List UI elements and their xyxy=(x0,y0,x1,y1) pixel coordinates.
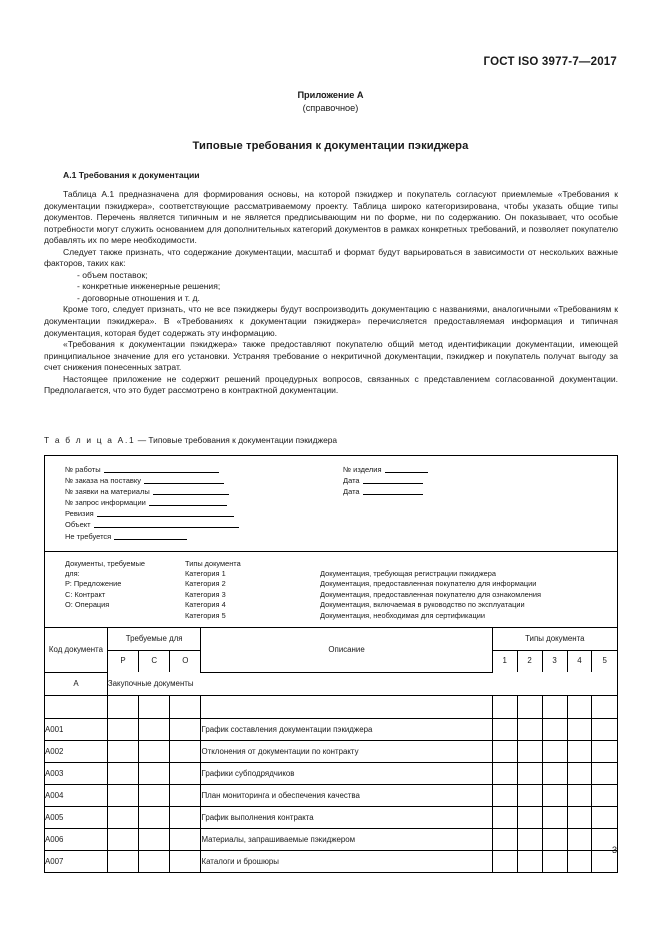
table-row xyxy=(45,695,617,718)
cell-type-3[interactable] xyxy=(542,762,567,784)
documents-grid xyxy=(45,628,617,872)
cell-code: А002 xyxy=(45,740,107,762)
cell-p[interactable] xyxy=(107,695,138,718)
cell-type-1[interactable] xyxy=(492,718,517,740)
cell-type-1[interactable] xyxy=(492,695,517,718)
cell-type-1[interactable] xyxy=(492,806,517,828)
cell-type-2[interactable] xyxy=(517,850,542,872)
column-subheader-p: Р xyxy=(107,650,138,672)
cell-p[interactable] xyxy=(107,828,138,850)
cell-type-2[interactable] xyxy=(517,762,542,784)
legend-item: Документация, требующая регистрации пэкиджера xyxy=(320,569,496,579)
cell-type-3[interactable] xyxy=(542,718,567,740)
form-field-row xyxy=(65,475,335,486)
cell-code: А007 xyxy=(45,850,107,872)
cell-c[interactable] xyxy=(139,828,170,850)
table-row xyxy=(45,850,617,872)
cell-type-5[interactable] xyxy=(592,762,617,784)
legend-item: Категория 4 xyxy=(185,600,226,610)
form-field-label: № изделия xyxy=(343,465,382,474)
table-caption-text: Типовые требования к документации пэкиджера xyxy=(148,435,338,445)
cell-type-5[interactable] xyxy=(592,806,617,828)
cell-type-5[interactable] xyxy=(592,718,617,740)
cell-p[interactable] xyxy=(107,762,138,784)
group-name: Закупочные документы xyxy=(107,672,617,695)
form-field-label: № запрос информации xyxy=(65,498,146,508)
form-field-row xyxy=(343,486,617,497)
paragraph: Настоящее приложение не содержит решений процедурных вопросов, связанных с представлением согласованной документации. Предполагается, что это будет рассмотрено в контрактной документации. xyxy=(44,373,618,396)
form-left-column xyxy=(45,464,335,542)
column-subheader-c: С xyxy=(139,650,170,672)
table-row xyxy=(45,718,617,740)
form-fields-block xyxy=(45,456,617,552)
cell-type-4[interactable] xyxy=(567,828,592,850)
cell-code: А004 xyxy=(45,784,107,806)
form-field-label: Не требуется xyxy=(65,531,112,541)
column-header-doc-types: Типы документа xyxy=(492,628,617,650)
fill-blank[interactable] xyxy=(144,475,224,484)
cell-type-5[interactable] xyxy=(592,695,617,718)
fill-blank[interactable] xyxy=(385,464,428,473)
legend-item: Категория 5 xyxy=(185,610,226,620)
legend-item: С: Контракт xyxy=(65,589,106,599)
legend-categories-column xyxy=(185,559,320,621)
cell-type-1[interactable] xyxy=(492,784,517,806)
cell-c[interactable] xyxy=(139,762,170,784)
cell-o[interactable] xyxy=(170,740,201,762)
column-header-required-for: Требуемые для xyxy=(107,628,201,650)
cell-p[interactable] xyxy=(107,850,138,872)
cell-c[interactable] xyxy=(139,806,170,828)
table-row xyxy=(45,828,617,850)
cell-type-3[interactable] xyxy=(542,695,567,718)
column-subheader-type-4: 4 xyxy=(567,650,592,672)
cell-code: А003 xyxy=(45,762,107,784)
legend-item: О: Операция xyxy=(65,600,110,610)
cell-c[interactable] xyxy=(139,784,170,806)
cell-type-3[interactable] xyxy=(542,806,567,828)
table-caption-label: Т а б л и ц а А.1 xyxy=(44,435,136,445)
cell-description: Графики субподрядчиков xyxy=(201,762,492,784)
cell-code: А005 xyxy=(45,806,107,828)
table-row xyxy=(45,806,617,828)
cell-type-2[interactable] xyxy=(517,806,542,828)
legend-item: Документация, предоставленная покупателю для ознакомления xyxy=(320,589,541,599)
cell-o[interactable] xyxy=(170,718,201,740)
legend-descriptions-column xyxy=(320,559,617,621)
cell-type-1[interactable] xyxy=(492,828,517,850)
legend-item: Категория 3 xyxy=(185,589,226,599)
fill-blank[interactable] xyxy=(94,519,239,528)
form-field-row xyxy=(65,464,335,475)
cell-c[interactable] xyxy=(139,695,170,718)
cell-code xyxy=(45,695,107,718)
form-field-label: Дата xyxy=(343,487,360,497)
column-subheader-o: О xyxy=(170,650,201,672)
fill-blank[interactable] xyxy=(149,497,227,506)
form-field-label: Объект xyxy=(65,520,91,530)
annex-kind: (справочное) xyxy=(302,103,359,113)
cell-type-4[interactable] xyxy=(567,806,592,828)
annex-name: Приложение А xyxy=(297,90,364,100)
cell-c[interactable] xyxy=(139,740,170,762)
list-item: - объем поставок; xyxy=(77,269,148,280)
column-subheader-type-5: 5 xyxy=(592,650,617,672)
cell-o[interactable] xyxy=(170,762,201,784)
cell-p[interactable] xyxy=(107,806,138,828)
legend-item: Р: Предложение xyxy=(65,579,122,589)
table-header-row xyxy=(45,628,617,650)
column-subheader-type-1: 1 xyxy=(492,650,517,672)
cell-c[interactable] xyxy=(139,850,170,872)
cell-o[interactable] xyxy=(170,806,201,828)
form-field-row xyxy=(65,519,335,530)
cell-type-2[interactable] xyxy=(517,695,542,718)
annex-heading xyxy=(0,89,661,115)
section-heading: А.1 Требования к документации xyxy=(63,170,200,180)
factor-list xyxy=(44,270,618,305)
cell-description: Каталоги и брошюры xyxy=(201,850,492,872)
table-row xyxy=(45,740,617,762)
cell-type-4[interactable] xyxy=(567,784,592,806)
paragraph: «Требования к документации пэкиджера» также предоставляют покупателю общий метод идентификации документации, имеющей принципиальное значение для его установки. Устраняя требование о некритичной документации, пэкиджер и покупатель получат выгоду за счет снижения понесенных затрат. xyxy=(44,339,618,373)
cell-type-3[interactable] xyxy=(542,740,567,762)
paragraph: Кроме того, следует признать, что не все пэкиджеры будут воспроизводить документацию с названиями, аналогичными «Требованиям к документации пэкиджера». В «Требованиях к документации пэкиджера» перечисляется предоставляемая информация и типичная документация, которая будет содержать эту информацию. xyxy=(44,304,618,338)
cell-p[interactable] xyxy=(107,740,138,762)
fill-blank[interactable] xyxy=(153,486,229,495)
legend-item: Категория 2 xyxy=(185,579,226,589)
cell-o[interactable] xyxy=(170,695,201,718)
cell-type-2[interactable] xyxy=(517,828,542,850)
legend-heading: Типы документа xyxy=(185,558,241,568)
cell-description: План мониторинга и обеспечения качества xyxy=(201,784,492,806)
legend-item: Документация, необходимая для сертификации xyxy=(320,610,485,620)
form-field-row xyxy=(343,475,617,486)
cell-o[interactable] xyxy=(170,784,201,806)
fill-blank[interactable] xyxy=(363,475,423,484)
cell-description: График составления документации пэкиджера xyxy=(201,718,492,740)
form-field-label: № работы xyxy=(65,465,101,474)
form-field-row xyxy=(343,464,617,475)
cell-code: А001 xyxy=(45,718,107,740)
column-header-code: Код документа xyxy=(45,628,107,672)
cell-type-2[interactable] xyxy=(517,784,542,806)
legend-item: Документация, включаемая в руководство по эксплуатации xyxy=(320,600,525,610)
cell-p[interactable] xyxy=(107,784,138,806)
cell-type-2[interactable] xyxy=(517,718,542,740)
page-number: 3 xyxy=(611,845,617,855)
page-title: Типовые требования к документации пэкиджера xyxy=(192,140,469,152)
table-caption xyxy=(44,435,337,445)
legend-heading-cont: для: xyxy=(65,569,80,579)
cell-type-3[interactable] xyxy=(542,784,567,806)
cell-type-4[interactable] xyxy=(567,762,592,784)
cell-o[interactable] xyxy=(170,828,201,850)
table-group-row xyxy=(45,672,617,695)
cell-type-5[interactable] xyxy=(592,740,617,762)
table-row xyxy=(45,762,617,784)
cell-type-1[interactable] xyxy=(492,740,517,762)
cell-type-5[interactable] xyxy=(592,784,617,806)
cell-type-4[interactable] xyxy=(567,740,592,762)
column-subheader-type-3: 3 xyxy=(542,650,567,672)
cell-type-2[interactable] xyxy=(517,740,542,762)
cell-description: Отклонения от документации по контракту xyxy=(201,740,492,762)
fill-blank[interactable] xyxy=(97,508,234,517)
cell-c[interactable] xyxy=(139,718,170,740)
cell-type-4[interactable] xyxy=(567,850,592,872)
cell-description: Материалы, запрашиваемые пэкиджером xyxy=(201,828,492,850)
cell-type-3[interactable] xyxy=(542,828,567,850)
body-text xyxy=(44,170,618,397)
cell-type-4[interactable] xyxy=(567,718,592,740)
group-letter: А xyxy=(45,672,107,695)
fill-blank[interactable] xyxy=(363,486,423,495)
cell-description xyxy=(201,695,492,718)
requirements-table xyxy=(44,455,618,873)
column-subheader-type-2: 2 xyxy=(517,650,542,672)
table-caption-dash: — xyxy=(137,435,147,445)
form-field-row xyxy=(65,497,335,508)
paragraph: Таблица А.1 предназначена для формирования основы, на которой пэкиджер и покупатель согласуют приемлемые «Требования к документации пэкиджера», соответствующие рассматриваемому проекту. Таблица широко категоризирована, чтобы указать общие типы документов. Перечень является типичным и не является предписывающим ни по форме, ни по содержанию. Он показывает, что особые потребности могут служить основанием для дополнительных категорий документов в рамках конкретных требований, и позволяет покупателю добавлять их по мере необходимости. xyxy=(44,189,618,246)
cell-type-1[interactable] xyxy=(492,762,517,784)
cell-description: График выполнения контракта xyxy=(201,806,492,828)
legend-item: Категория 1 xyxy=(185,569,226,579)
legend-block xyxy=(45,552,617,628)
legend-heading: Документы, требуемые xyxy=(65,558,146,568)
form-field-row xyxy=(65,531,335,542)
cell-type-4[interactable] xyxy=(567,695,592,718)
list-item: - конкретные инженерные решения; xyxy=(77,281,221,292)
form-field-label: Ревизия xyxy=(65,509,94,519)
legend-item: Документация, предоставленная покупателю для информации xyxy=(320,579,537,589)
form-right-column xyxy=(335,464,617,542)
fill-blank[interactable] xyxy=(114,531,187,540)
table-row xyxy=(45,784,617,806)
list-item: - договорные отношения и т. д. xyxy=(77,292,200,303)
column-header-description: Описание xyxy=(201,628,492,672)
cell-p[interactable] xyxy=(107,718,138,740)
form-field-row xyxy=(65,508,335,519)
cell-code: А006 xyxy=(45,828,107,850)
cell-o[interactable] xyxy=(170,850,201,872)
paragraph: Следует также признать, что содержание документации, масштаб и формат будут варьироваться в зависимости от нескольких важные факторов, таких как: xyxy=(44,246,618,269)
form-field-row xyxy=(65,486,335,497)
cell-type-3[interactable] xyxy=(542,850,567,872)
form-field-label: № заявки на материалы xyxy=(65,487,150,497)
legend-spacer xyxy=(320,559,617,569)
standard-designation: ГОСТ ISO 3977-7—2017 xyxy=(483,56,617,68)
form-field-label: № заказа на поставку xyxy=(65,476,141,486)
fill-blank[interactable] xyxy=(104,464,219,473)
form-field-label: Дата xyxy=(343,476,360,486)
legend-requirements-column xyxy=(45,559,185,621)
cell-type-1[interactable] xyxy=(492,850,517,872)
